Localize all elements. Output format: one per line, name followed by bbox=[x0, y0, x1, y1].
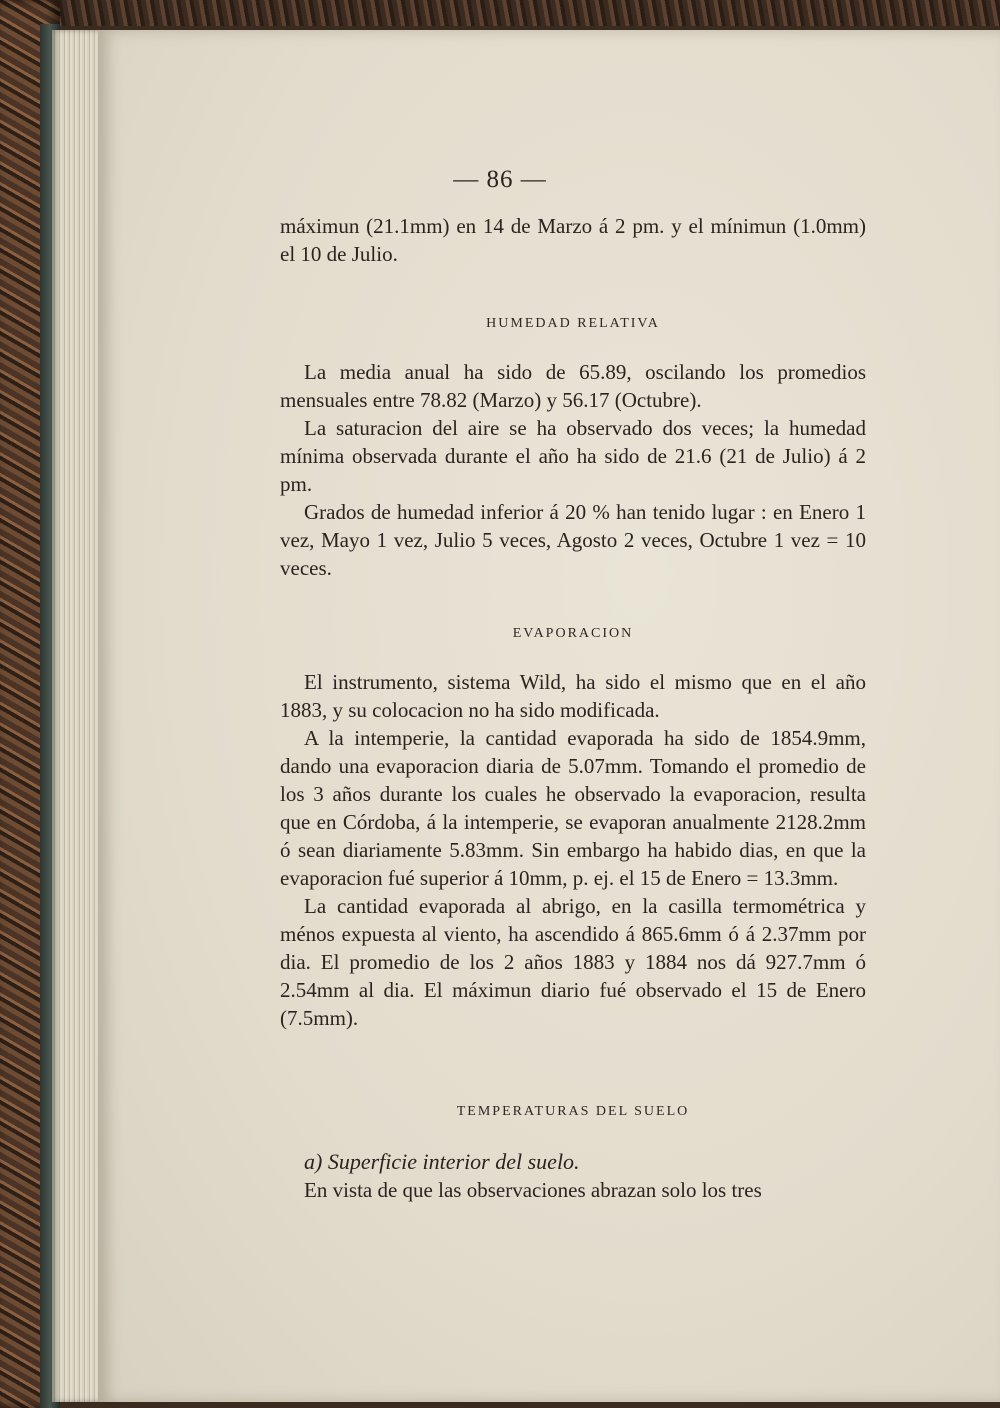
humedad-paragraph-3: Grados de humedad inferior á 20 % han tenido lugar : en Enero 1 vez, Mayo 1 vez, Julio 5 veces, Agosto 2 veces, Octubre 1 vez = 10 veces. bbox=[280, 500, 866, 580]
section-heading-evaporacion: EVAPORACION bbox=[512, 626, 634, 641]
suelo-paragraph-1: En vista de que las observaciones abrazan solo los tres bbox=[304, 1178, 762, 1202]
evaporacion-paragraph-1: El instrumento, sistema Wild, ha sido el mismo que en el año 1883, y su colocacion no ha sido modificada. bbox=[280, 670, 866, 722]
book-cover-top bbox=[0, 0, 1000, 26]
evaporacion-paragraph-3: La cantidad evaporada al abrigo, en la casilla termométrica y ménos expuesta al viento, ha ascendido á 865.6mm ó á 2.37mm por dia. El promedio de los 2 años 1883 y 1884 nos dá 927.7mm ó 2.54mm al dia. El máximun diario fué observado el 15 de Enero (7.5mm). bbox=[280, 894, 866, 1030]
page-edges bbox=[52, 30, 102, 1402]
intro-text: máximun (21.1mm) en 14 de Marzo á 2 pm. y el mínimun (1.0mm) el 10 de Julio. bbox=[280, 214, 866, 266]
section-evaporacion bbox=[280, 668, 866, 1032]
intro-paragraph bbox=[280, 212, 866, 268]
section-suelo bbox=[280, 1148, 866, 1204]
section-humedad bbox=[280, 358, 866, 582]
page-number: — 86 — bbox=[453, 166, 547, 193]
suelo-subheading: a) Superficie interior del suelo. bbox=[304, 1149, 580, 1174]
evaporacion-paragraph-2: A la intemperie, la cantidad evaporada ha sido de 1854.9mm, dando una evaporacion diaria de 5.07mm. Tomando el promedio de los 3 años durante los cuales he observado la evaporacion, resulta que en Córdoba, á la intemperie, se evaporan anualmente 2128.2mm ó sean diariamente 5.83mm. Sin embargo ha habido dias, en que la evaporacion fué superior á 10mm, p. ej. el 15 de Enero = 13.3mm. bbox=[280, 726, 866, 890]
humedad-paragraph-2: La saturacion del aire se ha observado dos veces; la humedad mínima observada durante el año ha sido de 21.6 (21 de Julio) á 2 pm. bbox=[280, 416, 866, 496]
section-heading-suelo: TEMPERATURAS DEL SUELO bbox=[456, 1104, 690, 1119]
humedad-paragraph-1: La media anual ha sido de 65.89, oscilando los promedios mensuales entre 78.82 (Marzo) y 56.17 (Octubre). bbox=[280, 360, 866, 412]
section-heading-humedad: HUMEDAD RELATIVA bbox=[486, 316, 660, 331]
